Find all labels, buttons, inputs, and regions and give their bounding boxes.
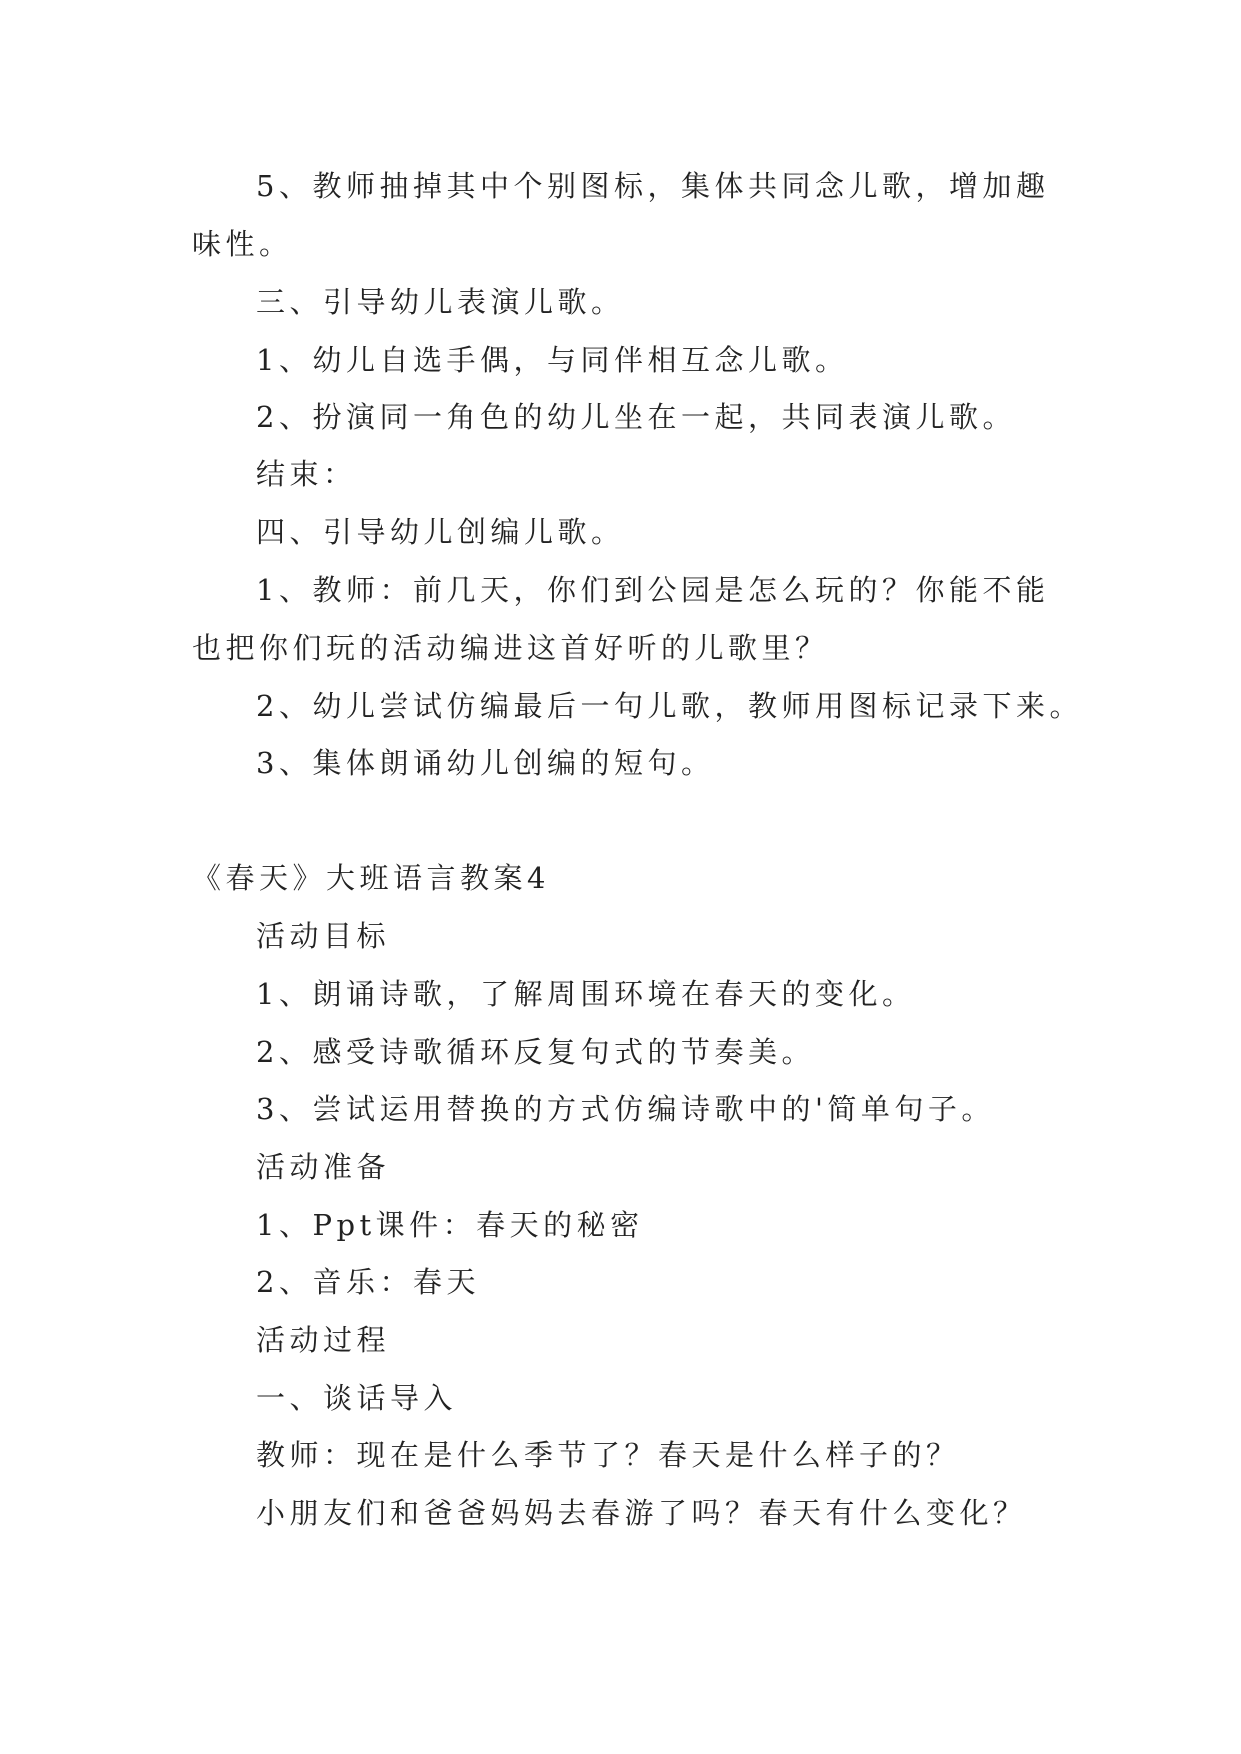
paragraph-line: 1、幼儿自选手偶，与同伴相互念儿歌。	[256, 343, 849, 377]
section-heading: 一、谈话导入	[256, 1381, 458, 1415]
paragraph-line: 2、扮演同一角色的幼儿坐在一起，共同表演儿歌。	[256, 400, 1016, 434]
paragraph-line: 1、朗诵诗歌，了解周围环境在春天的变化。	[256, 977, 916, 1011]
paragraph-line: 3、尝试运用替换的方式仿编诗歌中的'简单句子。	[256, 1092, 995, 1126]
paragraph-line: 小朋友们和爸爸妈妈去春游了吗？春天有什么变化？	[256, 1496, 1027, 1530]
paragraph-line: 也把你们玩的活动编进这首好听的儿歌里？	[192, 631, 829, 665]
paragraph-line: 味性。	[192, 227, 293, 261]
paragraph-line: 1、教师：前几天，你们到公园是怎么玩的？你能不能	[256, 573, 1050, 607]
section-heading: 活动准备	[256, 1150, 391, 1184]
paragraph-line: 教师：现在是什么季节了？春天是什么样子的？	[256, 1438, 960, 1472]
section-heading: 活动目标	[256, 919, 391, 953]
section-heading: 三、引导幼儿表演儿歌。	[256, 285, 625, 319]
section-heading: 活动过程	[256, 1323, 391, 1357]
section-heading: 结束：	[256, 457, 357, 491]
paragraph-line: 2、感受诗歌循环反复句式的节奏美。	[256, 1035, 815, 1069]
article-title: 《春天》大班语言教案4	[192, 861, 550, 895]
section-heading: 四、引导幼儿创编儿歌。	[256, 515, 625, 549]
paragraph-line: 3、集体朗诵幼儿创编的短句。	[256, 746, 715, 780]
paragraph-line: 2、幼儿尝试仿编最后一句儿歌，教师用图标记录下来。	[256, 689, 1083, 723]
paragraph-line: 2、音乐：春天	[256, 1265, 480, 1299]
paragraph-line: 5、教师抽掉其中个别图标，集体共同念儿歌，增加趣	[256, 169, 1050, 203]
paragraph-line: 1、Ppt课件：春天的秘密	[256, 1208, 644, 1242]
